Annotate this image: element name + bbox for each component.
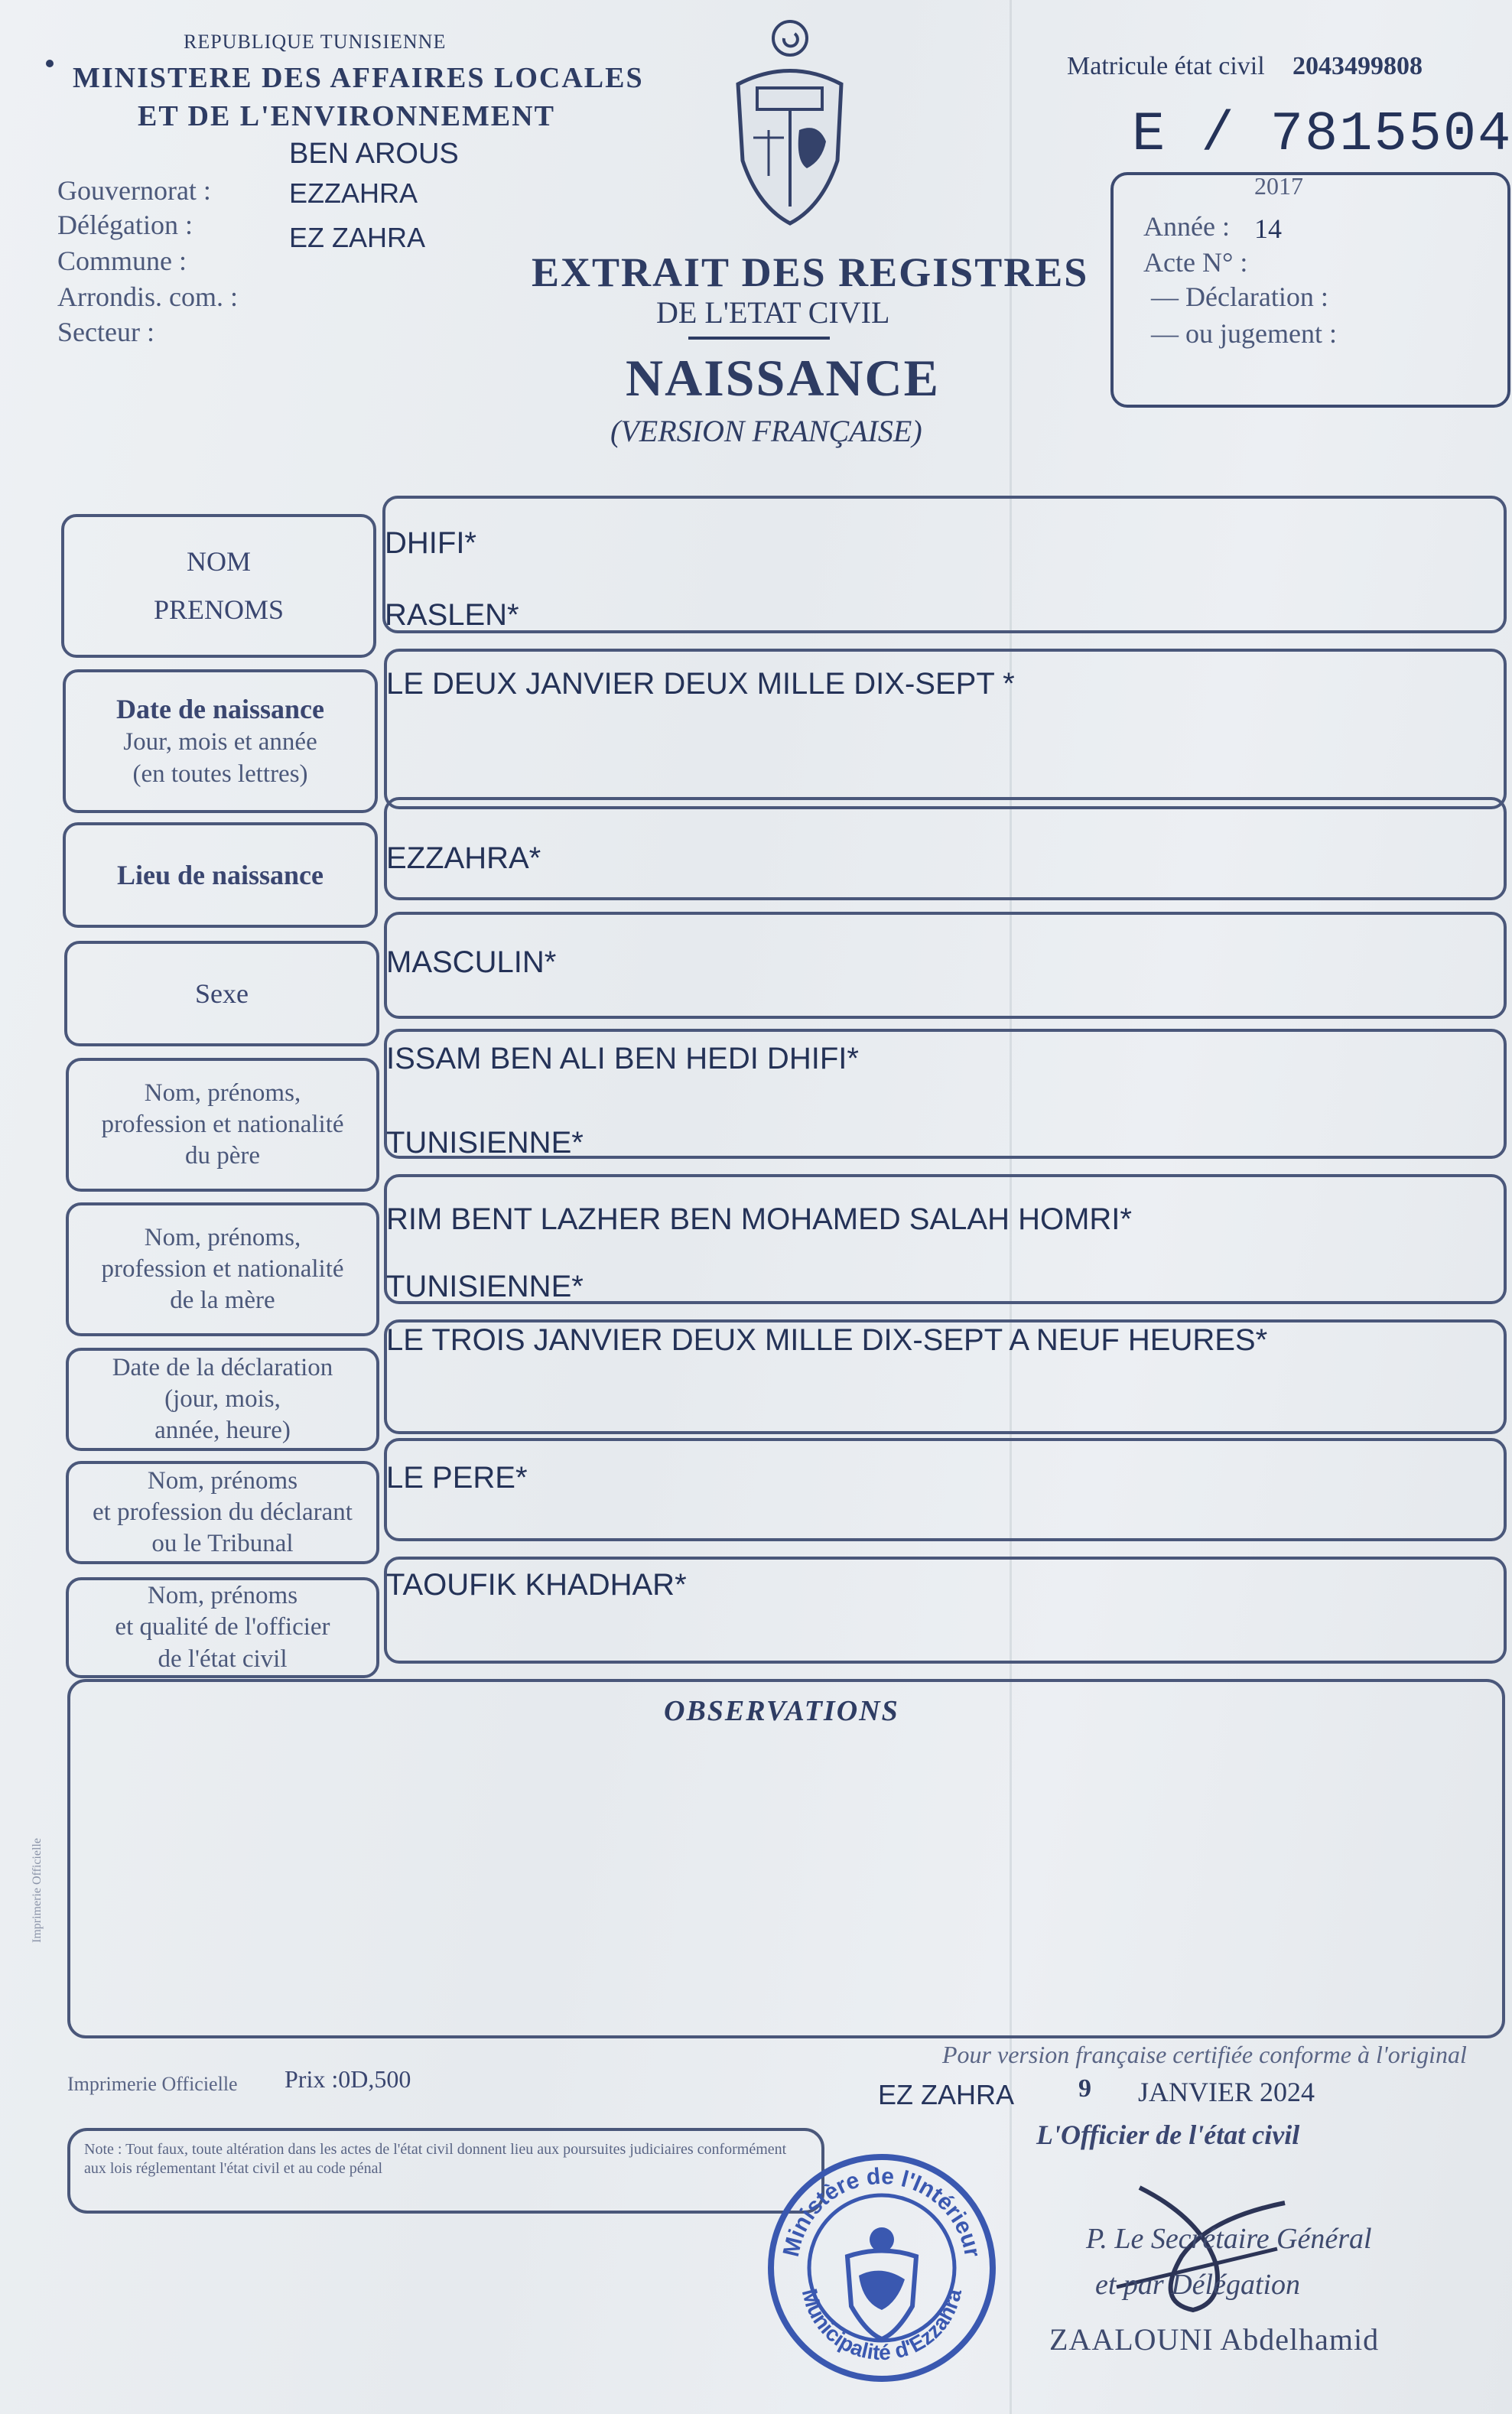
declaration-date-label-1: Date de la déclaration bbox=[112, 1353, 333, 1381]
delegation-label: Délégation : bbox=[57, 210, 193, 240]
lieu-value: EZZAHRA* bbox=[386, 841, 541, 875]
sexe-label: Sexe bbox=[195, 978, 249, 1009]
date-naissance-label-box bbox=[63, 669, 378, 813]
matricule-label: Matricule état civil bbox=[1067, 52, 1265, 80]
declaration-date-label-box bbox=[66, 1348, 379, 1451]
acte-number-label: Acte N° : bbox=[1143, 247, 1248, 278]
ministry-line-2: ET DE L'ENVIRONNEMENT bbox=[138, 100, 555, 132]
nom-label-box bbox=[61, 514, 376, 658]
municipal-stamp bbox=[763, 2149, 1000, 2386]
date-naissance-sub1: Jour, mois et année bbox=[123, 728, 317, 756]
title-extrait: EXTRAIT DES REGISTRES bbox=[532, 249, 1089, 295]
title-divider bbox=[688, 337, 830, 340]
commune-label: Commune : bbox=[57, 246, 187, 276]
gouvernorat-label: Gouvernorat : bbox=[57, 175, 211, 206]
printed-year: 2017 bbox=[1254, 172, 1303, 200]
declarant-label-2: et profession du déclarant bbox=[93, 1498, 353, 1526]
date-naissance-sub2: (en toutes lettres) bbox=[132, 760, 308, 788]
officier-value: TAOUFIK KHADHAR* bbox=[386, 1568, 687, 1602]
declarant-label-box bbox=[66, 1461, 379, 1564]
pere-nationality-value: TUNISIENNE* bbox=[386, 1126, 584, 1160]
price-label: Prix :0D,500 bbox=[285, 2065, 411, 2093]
officier-label-1: Nom, prénoms bbox=[147, 1582, 298, 1610]
sexe-label-box bbox=[64, 941, 379, 1046]
delegation-value: EZ ZAHRA bbox=[289, 222, 426, 253]
declarant-value: LE PERE* bbox=[386, 1461, 528, 1495]
title-naissance: NAISSANCE bbox=[626, 349, 940, 407]
issue-day: 9 bbox=[1078, 2074, 1091, 2103]
lieu-label: Lieu de naissance bbox=[116, 859, 324, 890]
date-naissance-label: Date de naissance bbox=[116, 694, 324, 725]
stamp-text-bottom: Municipalité d'Ezzahra bbox=[797, 2285, 967, 2365]
signature-line-2: et par Délégation bbox=[1095, 2269, 1301, 2301]
issue-month-year: JANVIER 2024 bbox=[1138, 2077, 1315, 2107]
observations-box bbox=[67, 1679, 1505, 2038]
officier-label-box bbox=[66, 1577, 379, 1678]
coat-of-arms-emblem bbox=[723, 15, 857, 229]
signer-name: ZAALOUNI Abdelhamid bbox=[1049, 2322, 1380, 2357]
nom-value-box bbox=[382, 496, 1507, 633]
pere-label-2: profession et nationalité bbox=[101, 1110, 344, 1138]
declaration-label: — Déclaration : bbox=[1151, 281, 1328, 312]
officer-title: L'Officier de l'état civil bbox=[1036, 2120, 1300, 2150]
title-version: (VERSION FRANÇAISE) bbox=[610, 414, 922, 448]
mere-nationality-value: TUNISIENNE* bbox=[386, 1270, 584, 1303]
legal-note: Note : Tout faux, toute altération dans les actes de l'état civil donnent lieu aux poursuites judiciaires conformément aux lois réglementant l'état civil et au code pénal bbox=[67, 2128, 824, 2214]
certification-text: Pour version française certifiée conforme à l'original bbox=[942, 2041, 1467, 2068]
stamp-text-top: Ministère de l'Intérieur bbox=[778, 2163, 985, 2259]
signature-line-1: P. Le Secrétaire Général bbox=[1086, 2223, 1372, 2255]
mere-label-1: Nom, prénoms, bbox=[144, 1223, 301, 1251]
prenoms-label: PRENOMS bbox=[153, 594, 285, 625]
lieu-label-box bbox=[63, 822, 378, 928]
pere-name-value: ISSAM BEN ALI BEN HEDI DHIFI* bbox=[386, 1042, 859, 1075]
annee-label: Année : bbox=[1143, 211, 1230, 242]
pere-label-1: Nom, prénoms, bbox=[144, 1078, 301, 1107]
arrondissement-label: Arrondis. com. : bbox=[57, 281, 238, 312]
bullet-mark bbox=[46, 60, 54, 67]
nom-value: DHIFI* bbox=[385, 526, 476, 560]
declarant-value-box bbox=[384, 1438, 1507, 1541]
officier-label-2: et qualité de l'officier bbox=[115, 1613, 330, 1641]
printer-vertical-mark: Imprimerie Officielle bbox=[31, 1838, 44, 1943]
declaration-date-value: LE TROIS JANVIER DEUX MILLE DIX-SEPT A NEUF HEURES* bbox=[386, 1323, 1268, 1357]
registry-number: E / 7815504 bbox=[1132, 103, 1512, 166]
mere-name-value: RIM BENT LAZHER BEN MOHAMED SALAH HOMRI* bbox=[386, 1202, 1132, 1236]
date-naissance-value: LE DEUX JANVIER DEUX MILLE DIX-SEPT * bbox=[386, 667, 1015, 701]
lieu-value-box bbox=[384, 797, 1507, 900]
sexe-value: MASCULIN* bbox=[386, 945, 557, 979]
pere-label-box bbox=[66, 1058, 379, 1192]
jugement-label: — ou jugement : bbox=[1151, 318, 1337, 349]
secteur-label: Secteur : bbox=[57, 317, 154, 347]
mere-label-3: de la mère bbox=[170, 1287, 275, 1315]
mere-label-2: profession et nationalité bbox=[101, 1254, 344, 1283]
nom-label: NOM bbox=[186, 546, 251, 577]
title-etat-civil: DE L'ETAT CIVIL bbox=[656, 295, 890, 330]
declarant-label-3: ou le Tribunal bbox=[151, 1530, 294, 1558]
matricule-value: 2043499808 bbox=[1293, 52, 1423, 80]
declaration-date-label-2: (jour, mois, bbox=[164, 1384, 281, 1413]
pere-label-3: du père bbox=[184, 1142, 261, 1170]
governorate-name: BEN AROUS bbox=[289, 138, 459, 170]
declaration-date-label-3: année, heure) bbox=[154, 1417, 291, 1445]
prenoms-value: RASLEN* bbox=[385, 598, 519, 632]
issue-place: EZ ZAHRA bbox=[878, 2079, 1015, 2110]
ministry-line-1: MINISTERE DES AFFAIRES LOCALES bbox=[73, 62, 644, 94]
mere-label-box bbox=[66, 1202, 379, 1336]
gouvernorat-value: EZZAHRA bbox=[289, 177, 418, 209]
annee-value: 14 bbox=[1254, 213, 1282, 244]
republic-label: REPUBLIQUE TUNISIENNE bbox=[184, 31, 447, 53]
officier-label-3: de l'état civil bbox=[158, 1645, 288, 1673]
imprimerie-label: Imprimerie Officielle bbox=[67, 2073, 238, 2095]
declarant-label-1: Nom, prénoms bbox=[147, 1466, 298, 1495]
observations-title: OBSERVATIONS bbox=[664, 1695, 899, 1727]
